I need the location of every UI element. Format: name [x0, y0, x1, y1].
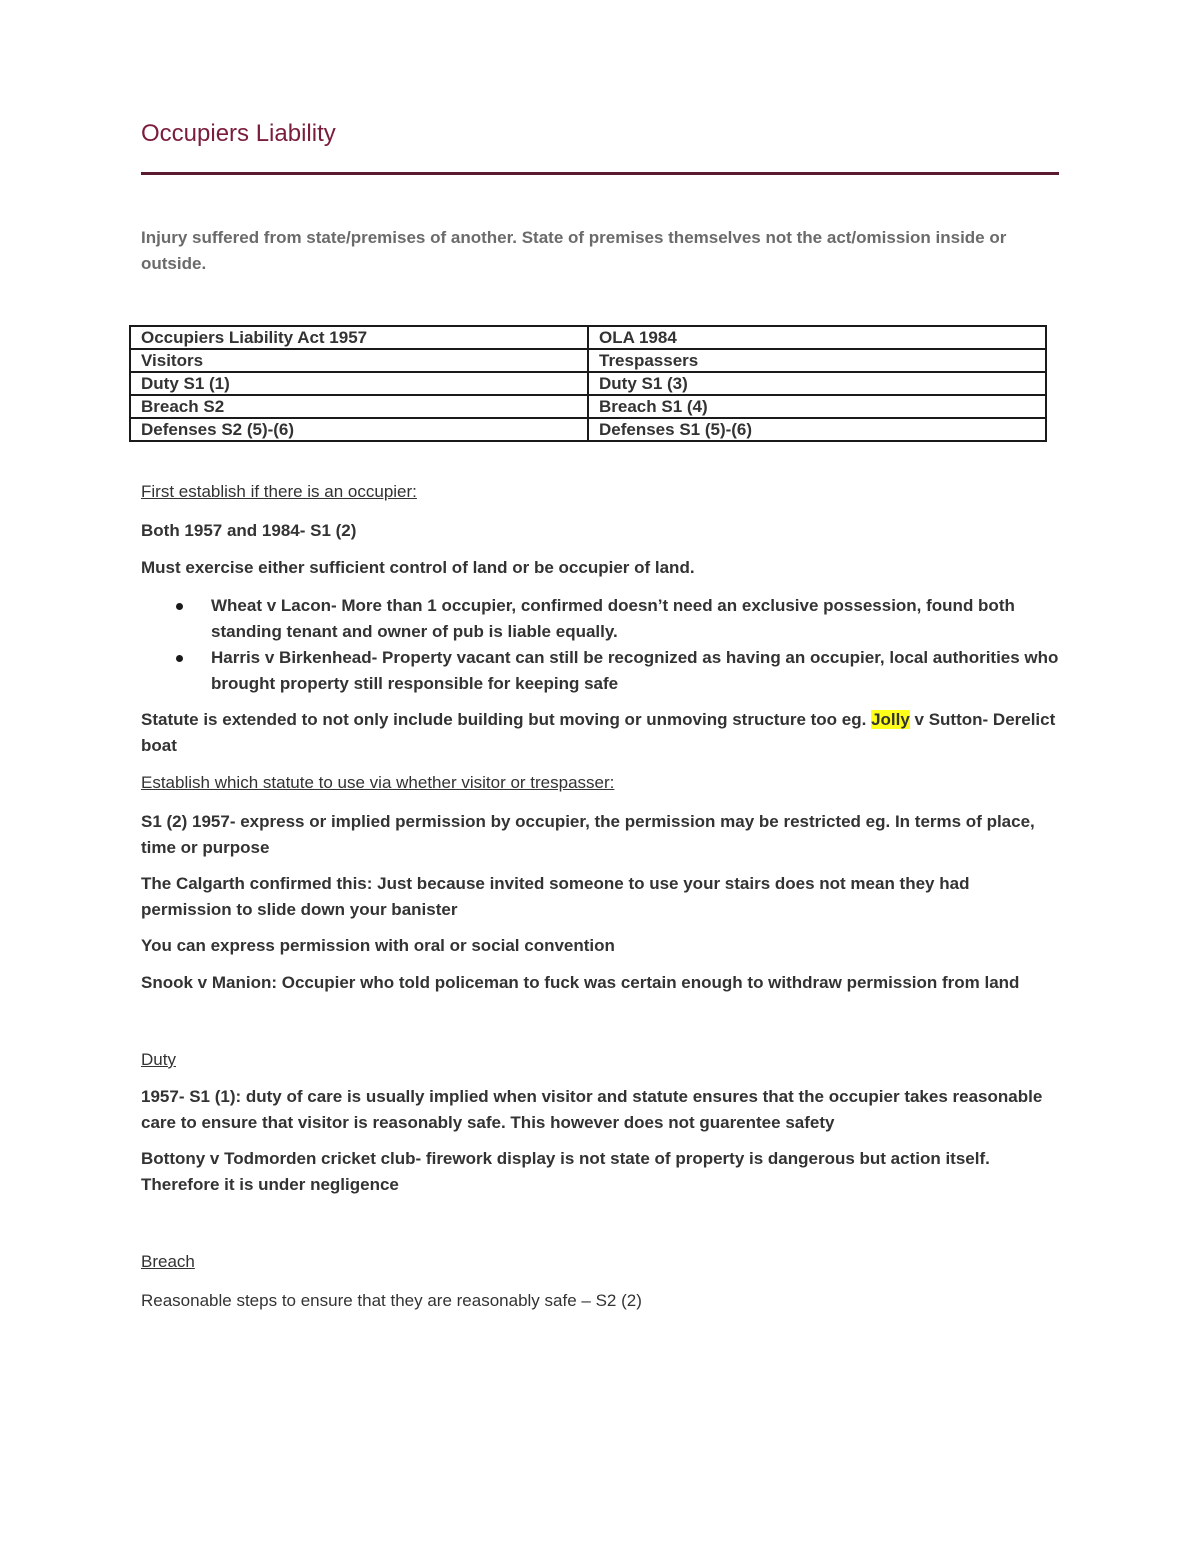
document-body	[141, 118, 1059, 1314]
section-heading-duty: Duty	[141, 1050, 176, 1069]
bullet-icon	[176, 655, 183, 662]
list-item-text: Harris v Birkenhead- Property vacant can still be recognized as having an occupier, local authorities who brought property still responsible for keeping safe	[211, 648, 1059, 693]
table-cell: Occupiers Liability Act 1957	[130, 326, 588, 349]
table-row	[130, 372, 1046, 395]
document-title: Occupiers Liability	[141, 120, 336, 147]
paragraph: Must exercise either sufficient control of land or be occupier of land.	[141, 558, 695, 577]
breach-section	[141, 1250, 1059, 1314]
duty-section	[141, 1048, 1059, 1198]
bullet-icon	[176, 603, 183, 610]
list-item	[141, 593, 1059, 645]
table-cell: Defenses S1 (5)-(6)	[588, 418, 1046, 441]
table-cell: Breach S2	[130, 395, 588, 418]
table-cell: OLA 1984	[588, 326, 1046, 349]
visitor-section	[141, 771, 1059, 996]
paragraph: The Calgarth confirmed this: Just because invited someone to use your stairs does not mean they had permission to slide down your banister	[141, 874, 970, 919]
table-cell: Duty S1 (3)	[588, 372, 1046, 395]
table-cell: Defenses S2 (5)-(6)	[130, 418, 588, 441]
paragraph: Bottony v Todmorden cricket club- firework display is not state of property is dangerous but action itself. Therefore it is under negligence	[141, 1149, 990, 1194]
section-heading-occupier: First establish if there is an occupier:	[141, 482, 417, 501]
statute-text: v Sutton- Derelict boat	[141, 710, 1056, 755]
occupier-section	[141, 480, 1059, 759]
paragraph: Reasonable steps to ensure that they are reasonably safe – S2 (2)	[141, 1291, 642, 1310]
table-row	[130, 418, 1046, 441]
table-cell: Duty S1 (1)	[130, 372, 588, 395]
paragraph: You can express permission with oral or social convention	[141, 936, 615, 955]
section-heading-visitor: Establish which statute to use via whether visitor or trespasser:	[141, 773, 615, 792]
table-row	[130, 326, 1046, 349]
table-row	[130, 349, 1046, 372]
paragraph	[141, 707, 1059, 759]
table-cell: Visitors	[130, 349, 588, 372]
title-divider	[141, 172, 1059, 175]
paragraph: Snook v Manion: Occupier who told policeman to fuck was certain enough to withdraw permission from land	[141, 973, 1020, 992]
highlighted-text: Jolly	[871, 710, 910, 729]
section-heading-breach: Breach	[141, 1252, 195, 1271]
table-cell: Breach S1 (4)	[588, 395, 1046, 418]
statute-text: Statute is extended to not only include building but moving or unmoving structure too eg.	[141, 710, 872, 729]
paragraph: 1957- S1 (1): duty of care is usually implied when visitor and statute ensures that the occupier takes reasonable care to ensure that visitor is reasonably safe. This however does not guarentee safety	[141, 1087, 1043, 1132]
table-cell: Trespassers	[588, 349, 1046, 372]
case-bullet-list	[141, 593, 1059, 697]
statute-comparison-table	[129, 325, 1047, 442]
table-row	[130, 395, 1046, 418]
list-item	[141, 645, 1059, 697]
list-item-text: Wheat v Lacon- More than 1 occupier, confirmed doesn’t need an exclusive possession, found both standing tenant and owner of pub is liable equally.	[211, 596, 1015, 641]
paragraph: Both 1957 and 1984- S1 (2)	[141, 521, 357, 540]
paragraph: S1 (2) 1957- express or implied permission by occupier, the permission may be restricted eg. In terms of place, time or purpose	[141, 812, 1035, 857]
intro-paragraph: Injury suffered from state/premises of another. State of premises themselves not the act/omission inside or outside.	[141, 228, 1007, 273]
